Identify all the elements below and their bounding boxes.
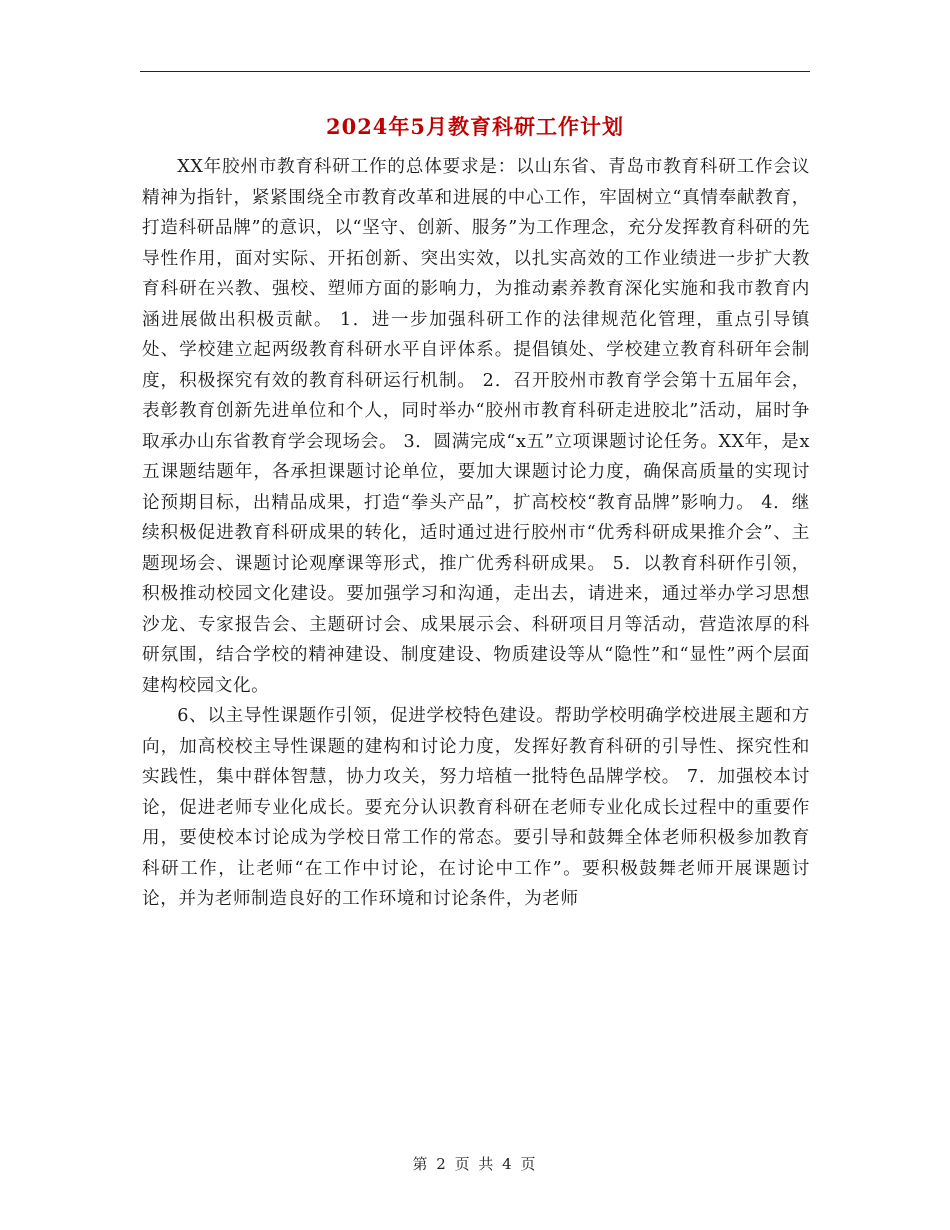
- page-number-footer: 第 2 页 共 4 页: [412, 1155, 538, 1173]
- document-body: [142, 152, 810, 915]
- body-paragraph-1: XX年胶州市教育科研工作的总体要求是：以山东省、青岛市教育科研工作会议精神为指针，紧紧围绕全市教育改革和进展的中心工作，牢固树立“真情奉献教育，打造科研品牌”的意识，以“坚守、创新、服务”为工作理念，充分发挥教育科研的先导性作用，面对实际、开拓创新、突出实效，以扎实高效的工作业绩进一步扩大教育科研在兴教、强校、塑师方面的影响力，为推动素养教育深化实施和我市教育内涵进展做出积极贡献。 1．进一步加强科研工作的法律规范化管理，重点引导镇处、学校建立起两级教育科研水平自评体系。提倡镇处、学校建立教育科研年会制度，积极探究有效的教育科研运行机制。 2．召开胶州市教育学会第十五届年会，表彰教育创新先进单位和个人，同时举办“胶州市教育科研走进胶北”活动，届时争取承办山东省教育学会现场会。 3．圆满完成“x五”立项课题讨论任务。XX年，是x五课题结题年，各承担课题讨论单位，要加大课题讨论力度，确保高质量的实现讨论预期目标，出精品成果，打造“拳头产品”，扩高校校“教育品牌”影响力。 4．继续积极促进教育科研成果的转化，适时通过进行胶州市“优秀科研成果推介会”、主题现场会、课题讨论观摩课等形式，推广优秀科研成果。 5．以教育科研作引领，积极推动校园文化建设。要加强学习和沟通，走出去，请进来，通过举办学习思想沙龙、专家报告会、主题研讨会、成果展示会、科研项目月等活动，营造浓厚的科研氛围，结合学校的精神建设、制度建设、物质建设等从“隐性”和“显性”两个层面建构校园文化。: [142, 157, 810, 696]
- header-rule: [140, 71, 810, 72]
- body-paragraph-2: 6、以主导性课题作引领，促进学校特色建设。帮助学校明确学校进展主题和方向，加高校校主导性课题的建构和讨论力度，发挥好教育科研的引导性、探究性和实践性，集中群体智慧，协力攻关，努力培植一批特色品牌学校。 7．加强校本讨论，促进老师专业化成长。要充分认识教育科研在老师专业化成长过程中的重要作用，要使校本讨论成为学校日常工作的常态。要引导和鼓舞全体老师积极参加教育科研工作，让老师“在工作中讨论，在讨论中工作”。要积极鼓舞老师开展课题讨论，并为老师制造良好的工作环境和讨论条件，为老师: [142, 706, 810, 909]
- document-title: 2024年5月教育科研工作计划: [325, 114, 625, 139]
